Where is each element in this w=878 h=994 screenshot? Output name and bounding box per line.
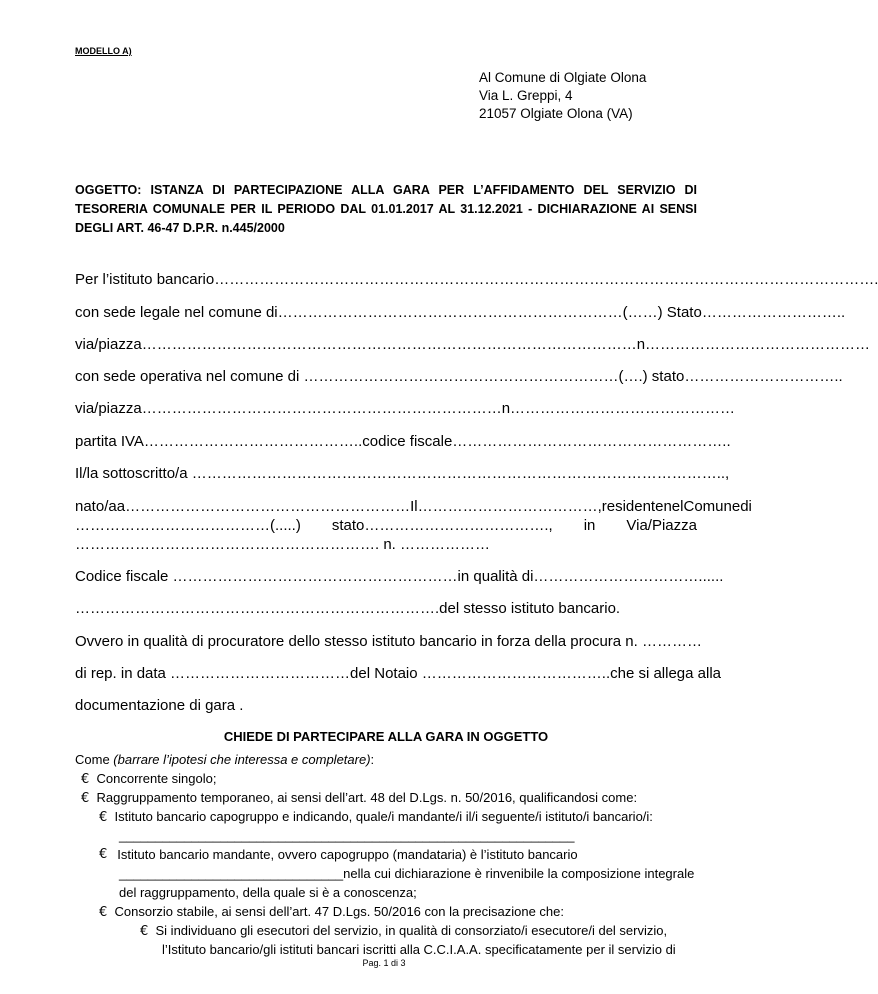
mandante-line-2: _______________________________nella cui dichiarazione è rinvenibile la composizione integrale	[119, 866, 695, 881]
option-mandante: € Istituto bancario mandante, ovvero capogruppo (mandataria) è l’istituto bancario	[99, 847, 578, 862]
option-consorzio: € Consorzio stabile, ai sensi dell’art. 47 D.Lgs. 50/2016 con la precisazione che:	[99, 904, 564, 920]
field-sottoscritto: Il/la sottoscritto/a ……………………………………………………………………………………………..,	[75, 465, 730, 482]
euro-checkbox-icon[interactable]: €	[99, 905, 108, 920]
euro-checkbox-icon[interactable]: €	[81, 772, 90, 787]
subject-heading: OGGETTO: ISTANZA DI PARTECIPAZIONE ALLA GARA PER L’AFFIDAMENTO DEL SERVIZIO DI TESORERIA COMUNALE PER IL PERIODO DAL 01.01.2017 AL 31.12.2021 - DICHIARAZIONE AI SENSI DEGLI ART. 46-47 D.P.R. n.445/2000	[75, 183, 697, 235]
esecutori-line-2: l’Istituto bancario/gli istituti bancari iscritti alla C.C.I.A.A. specificatamente per il servizio di	[162, 942, 676, 957]
euro-checkbox-icon[interactable]: €	[99, 810, 108, 825]
field-stato-row: …………………………………(.....) stato………………………………., in Via/Piazza	[75, 517, 697, 534]
recipient-line-2: Via L. Greppi, 4	[479, 88, 573, 103]
chiede-heading: CHIEDE DI PARTECIPARE ALLA GARA IN OGGETTO	[223, 729, 549, 744]
field-via-piazza-legale: via/piazza………………………………………………………………………………………n………………………………………	[75, 336, 871, 353]
field-qualita: ……………………………………………………………….del stesso istituto bancario.	[75, 600, 621, 617]
field-sede-legale: con sede legale nel comune di……………………………………………………………(……) Stato………………………..	[75, 304, 846, 321]
rep-data-line: di rep. in data ………………………………del Notaio ………………………………..che si allega alla	[75, 665, 722, 682]
procuratore-line: Ovvero in qualità di procuratore dello stesso istituto bancario in forza della procura n. …………	[75, 633, 702, 650]
option-esecutori: € Si individuano gli esecutori del servizio, in qualità di consorziato/i esecutore/i del servizio,	[140, 923, 668, 939]
option-concorrente-singolo: € Concorrente singolo;	[81, 771, 217, 787]
recipient-line-1: Al Comune di Olgiate Olona	[479, 70, 647, 85]
field-partita-iva: partita IVA……………………………………..codice fiscale………………………………………………..	[75, 433, 731, 450]
capogruppo-fill-line: _______________________________________________________________	[119, 828, 575, 843]
option-raggruppamento: € Raggruppamento temporaneo, ai sensi dell’art. 48 del D.Lgs. n. 50/2016, qualificandosi come:	[81, 790, 638, 806]
field-sede-operativa: con sede operativa nel comune di ………………………………………………………(….) stato…………………………..	[75, 368, 843, 385]
field-istituto-bancario: Per l’istituto bancario…………………………………………………………………………………………………………………….	[75, 271, 878, 288]
field-civico: ……………………………………………………. n. ………………	[75, 536, 491, 553]
field-via-piazza-operativa: via/piazza………………………………………………………………n………………………………………	[75, 400, 736, 417]
mandante-line-3: del raggruppamento, della quale si è a conoscenza;	[119, 885, 417, 900]
field-codice-fiscale: Codice fiscale …………………………………………………in qualità di……………………………......	[75, 568, 724, 585]
euro-checkbox-icon[interactable]: €	[81, 791, 90, 806]
come-instruction: Come (barrare l’ipotesi che interessa e completare):	[75, 752, 375, 767]
euro-checkbox-icon[interactable]: €	[140, 924, 149, 939]
recipient-line-3: 21057 Olgiate Olona (VA)	[479, 106, 633, 121]
page-number: Pag. 1 di 3	[362, 958, 406, 968]
option-capogruppo: € Istituto bancario capogruppo e indicando, quale/i mandante/i il/i seguente/i istituto/i bancario/i:	[99, 809, 653, 825]
documentazione-line: documentazione di gara .	[75, 697, 244, 714]
euro-checkbox-icon[interactable]: €	[99, 847, 108, 862]
modello-label: MODELLO A)	[75, 46, 132, 56]
field-nato-a-row: nato/a a ………………………………………………… Il ………………………………, residente nel Comune di	[75, 498, 752, 515]
